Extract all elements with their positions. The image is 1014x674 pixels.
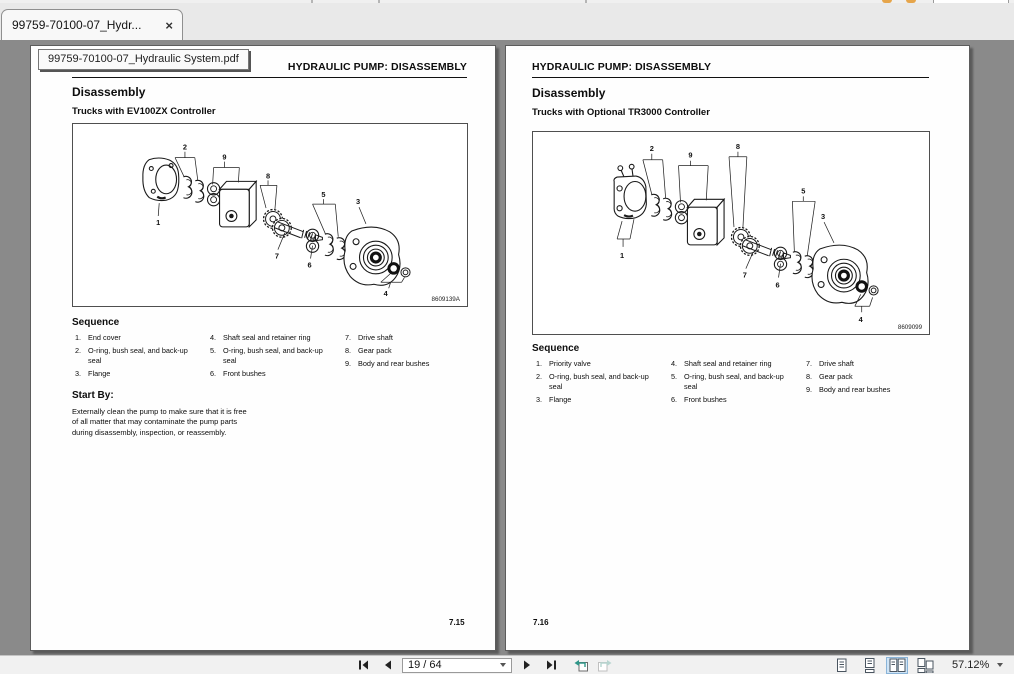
first-page-button[interactable] [354, 657, 372, 673]
sequence-item: 9. Body and rear bushes [806, 385, 891, 395]
sequence-column [536, 359, 654, 408]
page-header: HYDRAULIC PUMP: DISASSEMBLY [287, 61, 467, 73]
sequence-title: Sequence [72, 317, 120, 328]
tab-title: 99759-70100-07_Hydr... [12, 18, 142, 32]
sequence-item: 9. Body and rear bushes [345, 359, 430, 369]
callout-8: 8 [265, 171, 271, 181]
next-page-button[interactable] [518, 657, 536, 673]
next-view-button[interactable] [596, 657, 614, 673]
sequence-item: 2. O-ring, bush seal, and back-up seal [536, 372, 649, 391]
header-rule [72, 77, 467, 78]
view-controls-group [830, 656, 1003, 674]
page-number: 7.15 [449, 618, 465, 627]
sequence-item: 8. Gear pack [806, 372, 853, 382]
continuous-scroll-icon [861, 658, 878, 673]
sequence-item: 3. Flange [536, 394, 572, 404]
sequence-item: 4. Shaft seal and retainer ring [671, 359, 772, 368]
callout-7: 7 [742, 270, 747, 280]
previous-view-button[interactable] [572, 657, 590, 673]
page-header: HYDRAULIC PUMP: DISASSEMBLY [532, 61, 712, 73]
single-page-view-button[interactable] [830, 657, 852, 674]
figure-code: 8609099 [897, 324, 923, 332]
exploded-pump-diagram [532, 131, 930, 335]
section-subheading: Trucks with EV100ZX Controller [72, 106, 216, 117]
header-rule [532, 77, 929, 78]
callout-9: 9 [222, 152, 227, 162]
sequence-item: 5. O-ring, bush seal, and back-up seal [210, 346, 323, 365]
callout-5: 5 [321, 190, 326, 200]
callout-7: 7 [274, 251, 279, 261]
sequence-item: 8. Gear pack [345, 346, 392, 356]
section-subheading: Trucks with Optional TR3000 Controller [532, 107, 710, 118]
two-page-view-icon [889, 658, 906, 673]
callout-3: 3 [355, 197, 361, 207]
callout-1: 1 [156, 217, 161, 227]
two-page-view-button[interactable] [886, 657, 908, 674]
exploded-pump-diagram [72, 123, 468, 307]
sequence-item: 5. O-ring, bush seal, and back-up seal [671, 372, 784, 391]
tab-bar [0, 3, 1014, 40]
callout-3: 3 [821, 212, 826, 222]
callout-2: 2 [182, 142, 187, 152]
sequence-item: 6. Front bushes [210, 368, 266, 378]
two-page-continuous-view-button[interactable] [914, 657, 936, 674]
next-view-icon [597, 658, 613, 672]
sequence-column [806, 359, 924, 398]
callout-4: 4 [858, 315, 863, 325]
sequence-item: 3. Flange [75, 368, 111, 378]
pdf-page-left [30, 45, 496, 651]
zoom-level-value: 57.12% [952, 659, 990, 671]
sequence-item: 1. Priority valve [536, 359, 591, 368]
last-page-button[interactable] [542, 657, 560, 673]
last-page-icon [546, 660, 557, 670]
dropdown-caret-icon [997, 663, 1003, 667]
section-heading: Disassembly [72, 85, 146, 99]
sequence-item: 7. Drive shaft [345, 333, 393, 342]
page-number: 7.16 [533, 618, 549, 627]
callout-6: 6 [307, 260, 312, 270]
page-number-value: 19 / 64 [408, 659, 442, 671]
sequence-column [210, 333, 328, 382]
page-navigation-group [354, 656, 614, 674]
next-page-icon [523, 660, 532, 670]
callout-6: 6 [775, 280, 780, 290]
previous-page-icon [383, 660, 392, 670]
sequence-item: 2. O-ring, bush seal, and back-up seal [75, 346, 188, 365]
document-tab[interactable] [1, 9, 183, 40]
sequence-item: 6. Front bushes [671, 394, 727, 404]
callout-9: 9 [688, 150, 693, 160]
section-heading: Disassembly [532, 86, 606, 100]
start-by-text: Externally clean the pump to make sure that it is free of all matter that may contaminate the pump parts during disassembly, inspection, or reassembly. [72, 407, 247, 437]
pdf-page-right [505, 45, 970, 651]
first-page-icon [358, 660, 369, 670]
bottom-toolbar [0, 655, 1014, 674]
tab-close-icon[interactable]: × [165, 17, 173, 33]
filename-tooltip: 99759-70100-07_Hydraulic System.pdf [38, 49, 249, 70]
sequence-column [75, 333, 193, 382]
sequence-title: Sequence [532, 343, 580, 354]
two-page-scroll-icon [917, 658, 934, 673]
zoom-level-dropdown[interactable] [952, 659, 1003, 671]
sequence-item: 4. Shaft seal and retainer ring [210, 333, 311, 342]
sequence-item: 1. End cover [75, 333, 121, 342]
callout-4: 4 [383, 289, 388, 299]
start-by-title: Start By: [72, 390, 114, 401]
callout-1: 1 [620, 250, 625, 260]
document-area[interactable] [0, 40, 1014, 655]
sequence-item: 7. Drive shaft [806, 359, 854, 368]
sequence-column [345, 333, 463, 372]
callout-2: 2 [649, 143, 654, 153]
previous-page-button[interactable] [378, 657, 396, 673]
callout-8: 8 [735, 141, 740, 151]
continuous-view-button[interactable] [858, 657, 880, 674]
figure-code: 8609139A [431, 296, 460, 304]
previous-view-icon [573, 658, 589, 672]
page-number-combobox[interactable] [402, 658, 512, 673]
combo-caret-icon [500, 663, 506, 667]
callout-5: 5 [801, 186, 806, 196]
single-page-icon [833, 658, 850, 673]
sequence-column [671, 359, 789, 408]
